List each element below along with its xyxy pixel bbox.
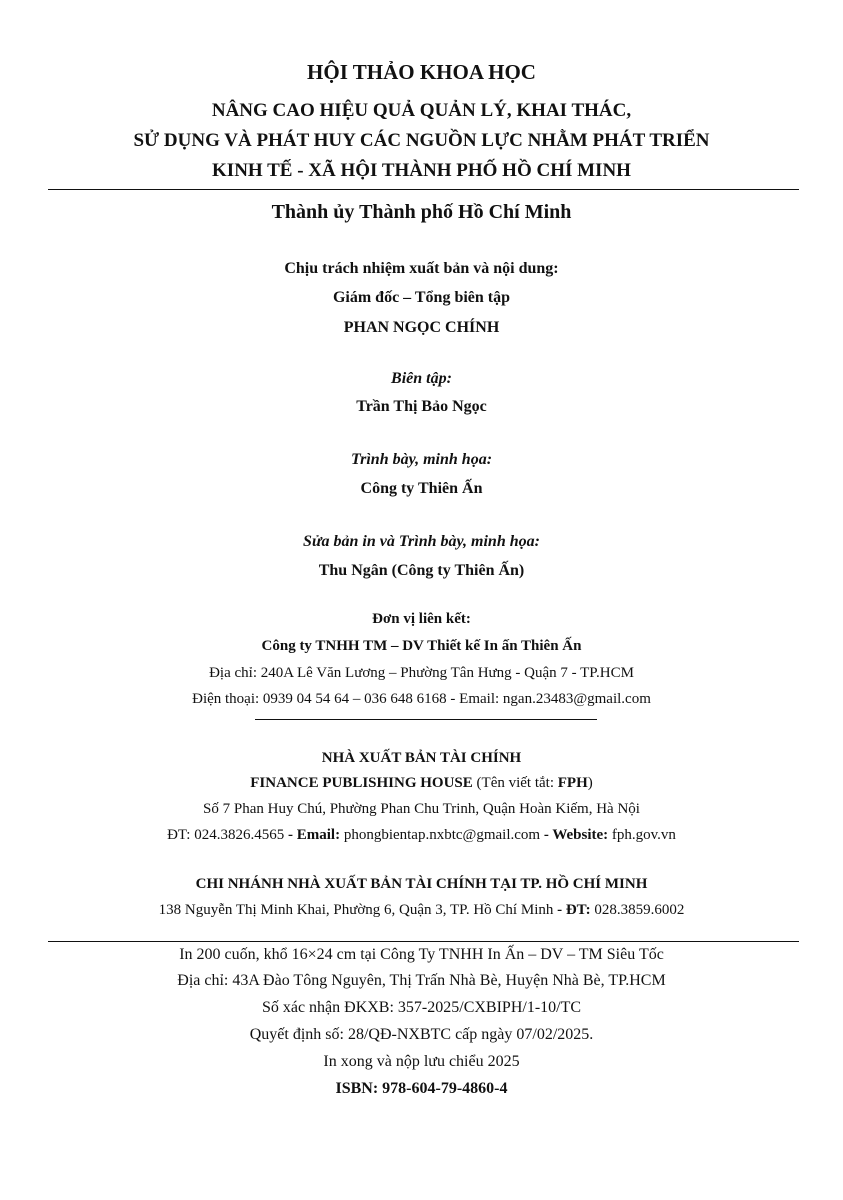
print-run: In 200 cuốn, khổ 16×24 cm tại Công Ty TNHH In Ấn – DV – TM Siêu Tốc [179,946,664,963]
print-address: Địa chỉ: 43A Đào Tông Nguyên, Thị Trấn Nhà Bè, Huyện Nhà Bè, TP.HCM [177,972,666,989]
publisher-phone: 024.3826.4565 [194,827,285,843]
proof-label: Sửa bản in và Trình bày, minh họa: [303,533,540,550]
publisher-website: fph.gov.vn [611,827,676,843]
publisher-name: NHÀ XUẤT BẢN TÀI CHÍNH [321,750,522,766]
responsible-label: Chịu trách nhiệm xuất bản và nội dung: [284,260,559,277]
subtitle-line-2: SỬ DỤNG VÀ PHÁT HUY CÁC NGUỒN LỰC NHẰM PHÁT TRIỂN [133,130,710,151]
publisher-abbr-prefix: (Tên viết tắt: [472,775,558,791]
branch-name: CHI NHÁNH NHÀ XUẤT BẢN TÀI CHÍNH TẠI TP. HỒ CHÍ MINH [195,876,648,892]
publisher-contact-line [0,827,843,844]
publisher-website-sep: - Website: [540,827,612,843]
decision-number: Quyết định số: 28/QĐ-NXBTC cấp ngày 07/02/2025. [249,1026,594,1043]
publisher-email: phongbientap.nxbtc@gmail.com [343,827,541,843]
subtitle-line-1: NÂNG CAO HIỆU QUẢ QUẢN LÝ, KHAI THÁC, [211,100,632,121]
partner-name: Công ty TNHH TM – DV Thiết kế In ấn Thiên Ấn [261,638,582,654]
subtitle-line-3: KINH TẾ - XÃ HỘI THÀNH PHỐ HỒ CHÍ MINH [212,160,631,181]
branch-phone-sep: - ĐT: [553,902,595,918]
publisher-english-name: FINANCE PUBLISHING HOUSE [250,775,473,791]
publisher-english-line [0,775,843,792]
header-divider [48,189,799,190]
registration-number: Số xác nhận ĐKXB: 357-2025/CXBIPH/1-10/TC [261,999,582,1016]
page-title: HỘI THẢO KHOA HỌC [307,60,536,84]
editor-label: Biên tập: [391,370,452,387]
director-role: Giám đốc – Tổng biên tập [332,289,511,306]
publisher-abbr-suffix: ) [587,775,593,791]
branch-address-line [0,902,843,919]
publisher-email-sep: - Email: [284,827,344,843]
organizer: Thành ủy Thành phố Hồ Chí Minh [271,201,572,223]
publisher-abbr: FPH [557,775,588,791]
design-name: Công ty Thiên Ấn [360,480,483,497]
editor-name: Trần Thị Bảo Ngọc [356,398,487,415]
partner-label: Đơn vị liên kết: [372,611,471,627]
design-label: Trình bày, minh họa: [350,451,493,468]
publisher-phone-label: ĐT: [167,827,195,843]
footer-divider [48,941,799,942]
proof-name: Thu Ngân (Công ty Thiên Ấn) [318,562,525,579]
partner-address: Địa chỉ: 240A Lê Văn Lương – Phường Tân Hưng - Quận 7 - TP.HCM [209,665,634,681]
branch-address: 138 Nguyễn Thị Minh Khai, Phường 6, Quận 3, TP. Hồ Chí Minh [158,902,554,918]
legal-deposit: In xong và nộp lưu chiểu 2025 [323,1053,520,1070]
partner-divider [255,719,597,720]
publisher-address: Số 7 Phan Huy Chú, Phường Phan Chu Trinh, Quận Hoàn Kiếm, Hà Nội [203,801,640,817]
partner-contact: Điện thoại: 0939 04 54 64 – 036 648 6168 - Email: ngan.23483@gmail.com [192,691,651,707]
branch-phone: 028.3859.6002 [594,902,685,918]
director-name: PHAN NGỌC CHÍNH [343,319,500,336]
isbn: ISBN: 978-604-79-4860-4 [335,1080,508,1097]
